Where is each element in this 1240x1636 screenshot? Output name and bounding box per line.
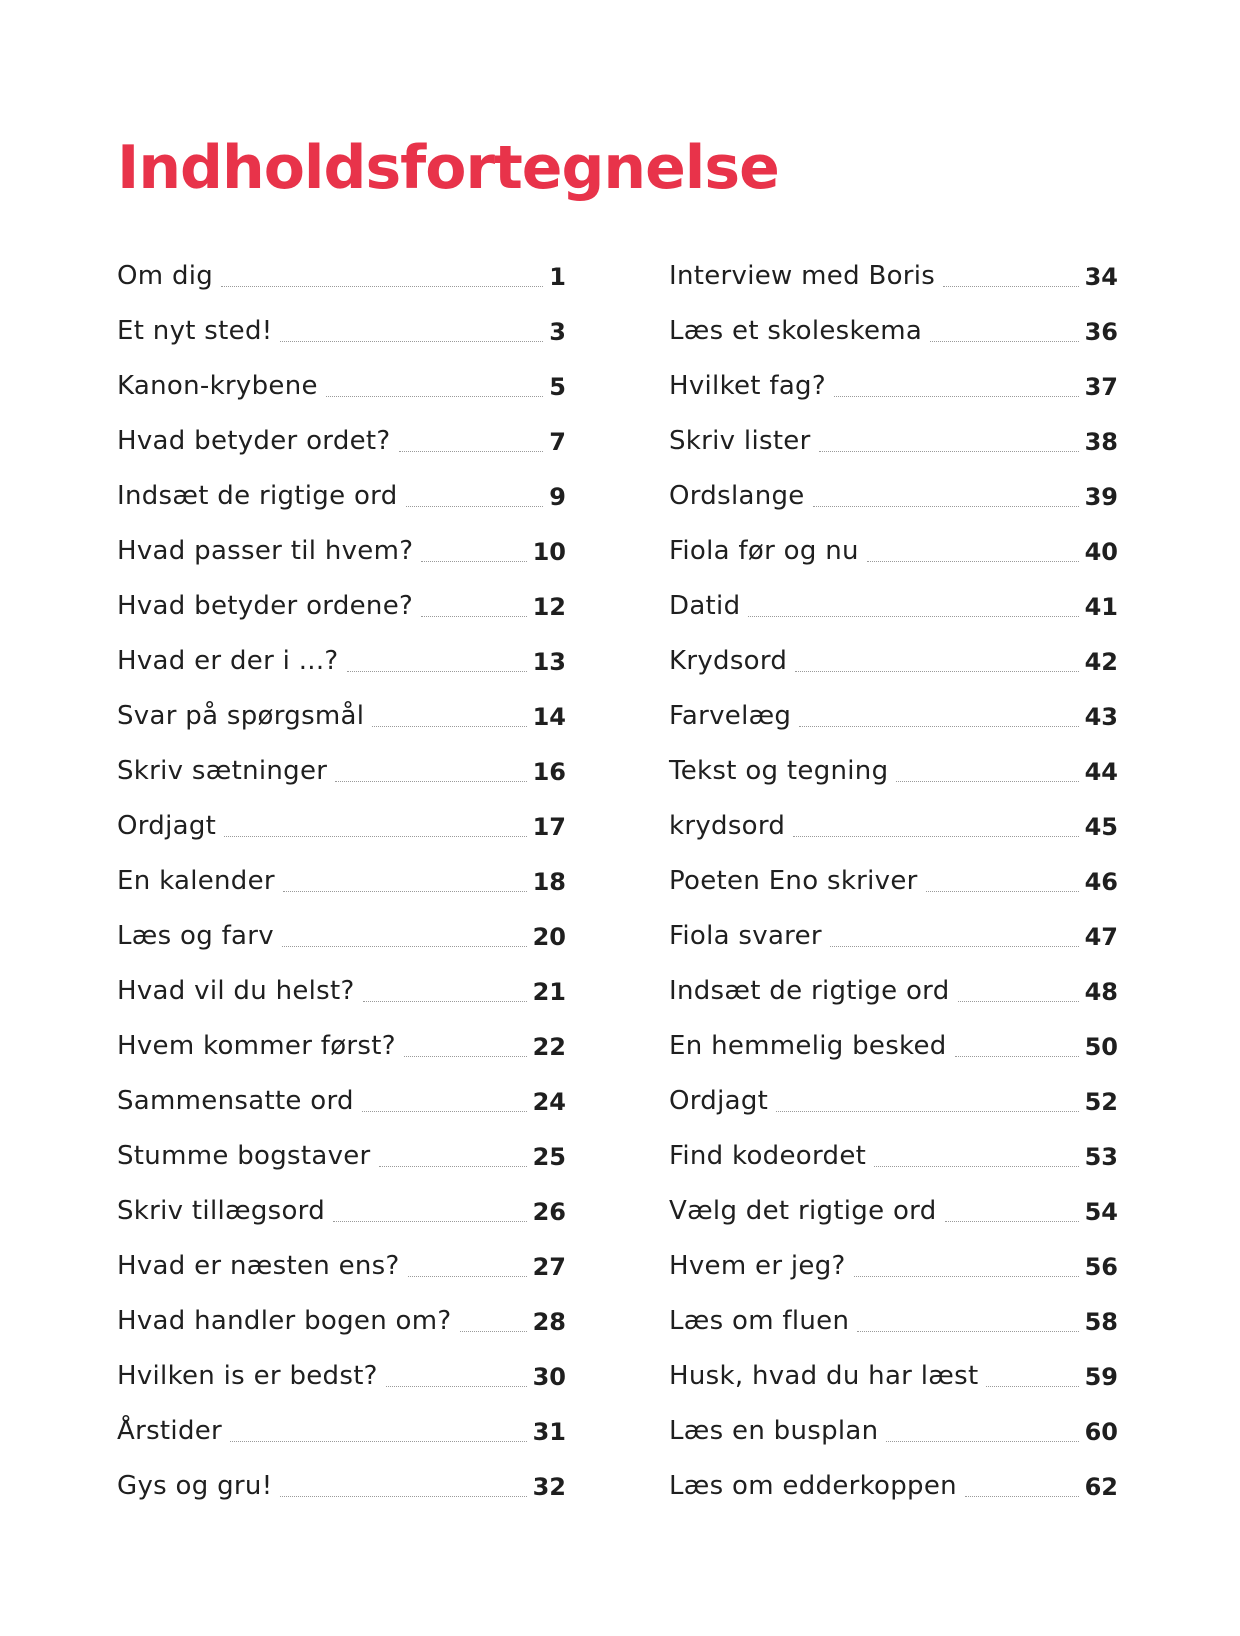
toc-entry-title: Et nyt sted! (117, 316, 273, 346)
dotted-leader (363, 1001, 527, 1002)
toc-entry (669, 688, 1118, 743)
dotted-leader (857, 1331, 1078, 1332)
dotted-leader (282, 946, 527, 947)
dotted-leader (874, 1166, 1078, 1167)
toc-entry-page-number: 43 (1084, 703, 1118, 731)
toc-entry-page-number: 36 (1084, 318, 1118, 346)
toc-entry (117, 798, 566, 853)
toc-entry (117, 688, 566, 743)
toc-entry-title: Stumme bogstaver (117, 1141, 371, 1171)
dotted-leader (326, 396, 544, 397)
dotted-leader (221, 286, 543, 287)
toc-entry-title: Vælg det rigtige ord (669, 1196, 937, 1226)
toc-entry (669, 908, 1118, 963)
toc-entry-title: Læs en busplan (669, 1416, 879, 1446)
toc-entry (669, 1238, 1118, 1293)
toc-entry-title: Hvad betyder ordet? (117, 426, 391, 456)
toc-entry (669, 468, 1118, 523)
toc-entry-title: Gys og gru! (117, 1471, 273, 1501)
toc-entry-page-number: 1 (549, 263, 566, 291)
dotted-leader (965, 1496, 1079, 1497)
toc-entry-page-number: 28 (532, 1308, 566, 1336)
toc-entry-title: Om dig (117, 261, 214, 291)
dotted-leader (224, 836, 526, 837)
toc-entry-title: Hvilken is er bedst? (117, 1361, 378, 1391)
toc-entry-title: Hvad er der i ...? (117, 646, 339, 676)
dotted-leader (335, 781, 526, 782)
toc-entry-page-number: 62 (1084, 1473, 1118, 1501)
toc-entry (669, 1458, 1118, 1513)
toc-entry-title: Læs om edderkoppen (669, 1471, 957, 1501)
toc-entry (669, 358, 1118, 413)
toc-right-column (669, 248, 1118, 1513)
toc-entry (117, 743, 566, 798)
toc-entry-title: Find kodeordet (669, 1141, 867, 1171)
toc-entry (669, 1348, 1118, 1403)
dotted-leader (399, 451, 544, 452)
toc-entry-title: Hvad vil du helst? (117, 976, 355, 1006)
toc-entry-page-number: 60 (1084, 1418, 1118, 1446)
dotted-leader (813, 506, 1079, 507)
toc-entry-page-number: 44 (1084, 758, 1118, 786)
toc-entry-title: Indsæt de rigtige ord (669, 976, 950, 1006)
dotted-leader (404, 1056, 527, 1057)
toc-entry (669, 413, 1118, 468)
toc-entry-title: Læs og farv (117, 921, 274, 951)
toc-entry-title: Læs om fluen (669, 1306, 850, 1336)
toc-entry (117, 1348, 566, 1403)
toc-entry (669, 1073, 1118, 1128)
toc-entry (669, 1128, 1118, 1183)
toc-entry (117, 1018, 566, 1073)
toc-entry-page-number: 13 (532, 648, 566, 676)
toc-entry (117, 1293, 566, 1348)
dotted-leader (372, 726, 526, 727)
toc-entry-page-number: 34 (1084, 263, 1118, 291)
dotted-leader (945, 1221, 1079, 1222)
toc-entry-title: Datid (669, 591, 741, 621)
toc-entry-page-number: 54 (1084, 1198, 1118, 1226)
dotted-leader (896, 781, 1078, 782)
dotted-leader (347, 671, 527, 672)
toc-entry (117, 578, 566, 633)
toc-entry (669, 798, 1118, 853)
toc-entry-title: Hvilket fag? (669, 371, 826, 401)
dotted-leader (943, 286, 1078, 287)
toc-entry-page-number: 53 (1084, 1143, 1118, 1171)
toc-entry (117, 358, 566, 413)
toc-entry-title: Indsæt de rigtige ord (117, 481, 398, 511)
dotted-leader (926, 891, 1079, 892)
toc-entry-page-number: 12 (532, 593, 566, 621)
toc-entry-title: Svar på spørgsmål (117, 701, 365, 731)
toc-entry-title: Poeten Eno skriver (669, 866, 918, 896)
toc-entry (117, 633, 566, 688)
toc-entry-title: Hvad betyder ordene? (117, 591, 414, 621)
toc-entry (669, 578, 1118, 633)
dotted-leader (362, 1111, 527, 1112)
toc-entry (117, 908, 566, 963)
toc-entry-title: Ordjagt (117, 811, 217, 841)
toc-entry-title: En hemmelig besked (669, 1031, 947, 1061)
toc-entry-page-number: 40 (1084, 538, 1118, 566)
dotted-leader (408, 1276, 527, 1277)
toc-entry-page-number: 37 (1084, 373, 1118, 401)
dotted-leader (955, 1056, 1079, 1057)
toc-entry (117, 413, 566, 468)
toc-entry-page-number: 9 (549, 483, 566, 511)
toc-entry-title: Tekst og tegning (669, 756, 889, 786)
toc-entry-title: Husk, hvad du har læst (669, 1361, 979, 1391)
toc-entry-title: Krydsord (669, 646, 788, 676)
dotted-leader (280, 1496, 526, 1497)
dotted-leader (386, 1386, 527, 1387)
toc-entry (117, 248, 566, 303)
toc-entry-page-number: 27 (532, 1253, 566, 1281)
toc-entry (669, 743, 1118, 798)
dotted-leader (854, 1276, 1079, 1277)
toc-entry-page-number: 50 (1084, 1033, 1118, 1061)
toc-entry-title: Årstider (117, 1416, 223, 1446)
toc-entry-page-number: 14 (532, 703, 566, 731)
toc-entry-page-number: 7 (549, 428, 566, 456)
toc-entry-title: Skriv lister (669, 426, 811, 456)
toc-entry-page-number: 24 (532, 1088, 566, 1116)
dotted-leader (421, 616, 527, 617)
toc-entry (669, 303, 1118, 358)
toc-entry-page-number: 30 (532, 1363, 566, 1391)
toc-entry-title: Interview med Boris (669, 261, 936, 291)
toc-entry-page-number: 38 (1084, 428, 1118, 456)
page-title: Indholdsfortegnelse (117, 133, 779, 203)
toc-entry (117, 1128, 566, 1183)
toc-entry-page-number: 26 (532, 1198, 566, 1226)
toc-entry-title: Farvelæg (669, 701, 792, 731)
toc-entry-page-number: 39 (1084, 483, 1118, 511)
toc-entry (117, 1073, 566, 1128)
toc-entry-title: Fiola før og nu (669, 536, 859, 566)
toc-entry (117, 963, 566, 1018)
toc-entry-page-number: 16 (532, 758, 566, 786)
dotted-leader (460, 1331, 527, 1332)
toc-entry-page-number: 48 (1084, 978, 1118, 1006)
dotted-leader (379, 1166, 527, 1167)
toc-entry (669, 633, 1118, 688)
toc-entry-title: Hvad er næsten ens? (117, 1251, 400, 1281)
toc-entry-title: Hvem kommer først? (117, 1031, 396, 1061)
toc-entry (669, 1403, 1118, 1458)
toc-entry-page-number: 52 (1084, 1088, 1118, 1116)
toc-entry-page-number: 47 (1084, 923, 1118, 951)
toc-entry (669, 1018, 1118, 1073)
dotted-leader (421, 561, 526, 562)
dotted-leader (830, 946, 1079, 947)
toc-entry (669, 1293, 1118, 1348)
dotted-leader (986, 1386, 1078, 1387)
toc-entry-title: Hvem er jeg? (669, 1251, 846, 1281)
toc-entry-title: Skriv sætninger (117, 756, 328, 786)
dotted-leader (867, 561, 1079, 562)
toc-left-column (117, 248, 566, 1513)
toc-entry (669, 853, 1118, 908)
toc-entry-title: Skriv tillægsord (117, 1196, 326, 1226)
toc-entry-page-number: 41 (1084, 593, 1118, 621)
toc-entry (117, 853, 566, 908)
dotted-leader (886, 1441, 1078, 1442)
toc-entry-title: Ordslange (669, 481, 805, 511)
toc-entry (117, 1183, 566, 1238)
toc-entry-title: Fiola svarer (669, 921, 822, 951)
dotted-leader (230, 1441, 527, 1442)
toc-entry-page-number: 10 (532, 538, 566, 566)
dotted-leader (930, 341, 1078, 342)
toc-entry (117, 1458, 566, 1513)
toc-entry-page-number: 59 (1084, 1363, 1118, 1391)
toc-entry (117, 468, 566, 523)
toc-entry-page-number: 3 (549, 318, 566, 346)
toc-entry-page-number: 58 (1084, 1308, 1118, 1336)
toc-entry-title: Hvad passer til hvem? (117, 536, 414, 566)
toc-entry-page-number: 31 (532, 1418, 566, 1446)
toc-entry-page-number: 21 (532, 978, 566, 1006)
toc-entry-page-number: 25 (532, 1143, 566, 1171)
toc-entry-title: Ordjagt (669, 1086, 769, 1116)
toc-entry-page-number: 46 (1084, 868, 1118, 896)
toc-entry-page-number: 45 (1084, 813, 1118, 841)
toc-entry-page-number: 18 (532, 868, 566, 896)
toc-entry (117, 523, 566, 578)
toc-entry-page-number: 17 (532, 813, 566, 841)
toc-entry-page-number: 5 (549, 373, 566, 401)
toc-entry-page-number: 20 (532, 923, 566, 951)
toc-entry-title: Læs et skoleskema (669, 316, 923, 346)
toc-entry-page-number: 56 (1084, 1253, 1118, 1281)
toc-entry-title: Kanon-krybene (117, 371, 318, 401)
toc-entry-title: krydsord (669, 811, 786, 841)
dotted-leader (834, 396, 1079, 397)
dotted-leader (958, 1001, 1079, 1002)
dotted-leader (406, 506, 544, 507)
toc-entry (117, 303, 566, 358)
dotted-leader (819, 451, 1079, 452)
toc-entry-title: Sammensatte ord (117, 1086, 354, 1116)
toc-entry (669, 523, 1118, 578)
dotted-leader (799, 726, 1078, 727)
toc-entry (669, 248, 1118, 303)
toc-entry-title: Hvad handler bogen om? (117, 1306, 452, 1336)
toc-entry (669, 963, 1118, 1018)
dotted-leader (795, 671, 1078, 672)
toc-entry (669, 1183, 1118, 1238)
dotted-leader (280, 341, 543, 342)
dotted-leader (793, 836, 1078, 837)
dotted-leader (333, 1221, 527, 1222)
dotted-leader (283, 891, 527, 892)
toc-entry-page-number: 42 (1084, 648, 1118, 676)
toc-entry-page-number: 32 (532, 1473, 566, 1501)
toc-entry (117, 1238, 566, 1293)
toc-entry-title: En kalender (117, 866, 275, 896)
toc-entry (117, 1403, 566, 1458)
dotted-leader (776, 1111, 1078, 1112)
dotted-leader (748, 616, 1078, 617)
toc-entry-page-number: 22 (532, 1033, 566, 1061)
